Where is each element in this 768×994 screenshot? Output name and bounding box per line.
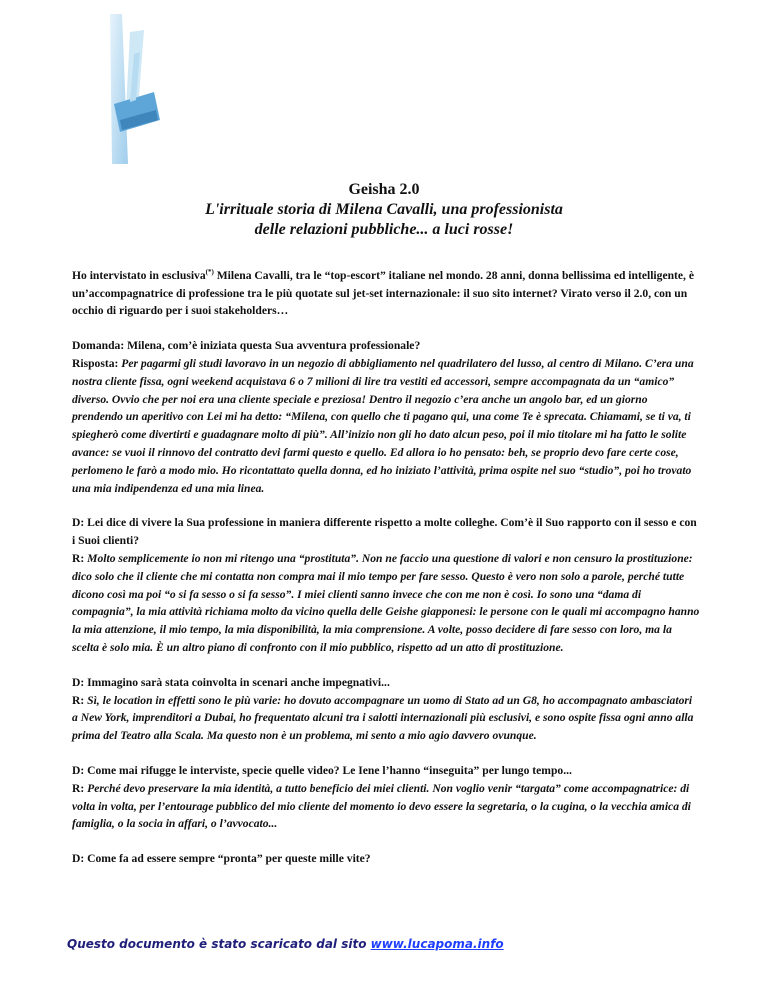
qa-block-4 — [72, 762, 700, 833]
footnote-mark: (*) — [205, 268, 214, 276]
question: Domanda: Milena, com’è iniziata questa Sua avventura professionale? — [72, 339, 421, 353]
question: D: Lei dice di vivere la Sua professione in maniera differente rispetto a molte colleghe. Com’è il Suo rapporto con il sesso e con i Suoi clienti? — [72, 516, 697, 548]
question: D: Immagino sarà stata coinvolta in scenari anche impegnativi... — [72, 675, 390, 689]
footer-note — [67, 937, 504, 951]
answer-label: R: — [72, 781, 88, 795]
answer-label: Risposta: — [72, 357, 122, 371]
last-question: D: Come fa ad essere sempre “pronta” per queste mille vite? — [72, 852, 371, 866]
intro-paragraph — [72, 264, 700, 320]
answer: Sì, le location in effetti sono le più varie: ho dovuto accompagnare un uomo di Stato ad un G8, ho accompagnato ambasciatori a New York, imprenditori a Dubai, ho frequentato alcuni tra i salotti internazionali più esclusivi, e sono ospite fissa ogni anno alla prima del Teatro alla Scala. Ma questo non è un problema, mi sento a mio agio davvero ovunque. — [72, 693, 694, 743]
source-link[interactable]: www.lucapoma.info — [370, 937, 504, 951]
answer-label: R: — [72, 693, 88, 707]
article-subtitle-line1: L'irrituale storia di Milena Cavalli, una professionista — [205, 201, 563, 218]
answer-label: R: — [72, 552, 88, 566]
article-title: Geisha 2.0 — [348, 181, 420, 198]
qa-block-2 — [72, 514, 700, 656]
intro-text: Ho intervistato in esclusiva — [72, 268, 206, 282]
qa-block-1 — [72, 337, 700, 497]
article-body — [72, 264, 700, 885]
qa-block-3 — [72, 674, 700, 745]
answer: Molto semplicemente io non mi ritengo una “prostituta”. Non ne faccio una questione di valori e non censuro la prostituzione: dico solo che il cliente che mi contatta non compra mai il mio tempo per fare sesso. Questo è vero non solo a parole, perché tutte dicono così ma poi “o si fa sesso o si fa sesso”. I miei clienti sanno invece che con me non è così. Io sono una “dama di compagnia”, la mia attività richiama molto da vicino quella delle Geishe giapponesi: le persone con le quali mi accompagno hanno la mia attenzione, il mio tempo, la mia disponibilità, la mia comprensione. A volte, posso decidere di fare sesso con loro, ma la scelta è solo mia. È un altro piano di confronto con il mio pubblico, rispetto ad un atto di prostituzione. — [72, 552, 700, 654]
intro-text-continued: Milena Cavalli, tra le “top-escort” italiane nel mondo. 28 anni, donna bellissima ed intelligente, è un’accompagnatrice di professione tra le più quotate sul jet-set internazionale: il suo sito internet? Virato verso il 2.0, con un occhio di riguardo per i suoi stakeholders… — [72, 268, 694, 318]
answer: Perché devo preservare la mia identità, a tutto beneficio dei miei clienti. Non voglio venir “targata” come accompagnatrice: di volta in volta, per l’entourage pubblico del mio cliente del momento io devo essere la segretaria, o la cugina, o la vecchia amica di famiglia, o la socia in affari, o l’avvocato... — [72, 781, 691, 831]
question: D: Come mai rifugge le interviste, specie quelle video? Le Iene l’hanno “inseguita” per lungo tempo... — [72, 763, 572, 777]
answer: Per pagarmi gli studi lavoravo in un negozio di abbigliamento nel quadrilatero del lusso, al centro di Milano. C’era una nostra cliente fissa, ogni weekend acquistava 6 o 7 milioni di lire tra vestiti ed accessori, sempre accompagnata da un “amico” diverso. Ovvio che per noi era una cliente speciale e preziosa! Dentro il negozio c’era anche un angolo bar, ed un giorno prendendo un aperitivo con Lei mi ha detto: “Milena, con quello che ti pagano qui, una come Te è sprecata. Chiamami, se ti va, ti spiegherò come divertirti e guadagnare molto di più”. All’inizio non gli ho dato alcun peso, poi il mio titolare mi ha fatto le solite avance: se vuoi il rinnovo del contratto devi farmi questo e quello. Ed allora io ho pensato: beh, se proprio devo fare certe cose, perlomeno le farò a modo mio. Ho ricontattato quella donna, ed ho iniziato l’attività, prima ospite nel suo “studio”, poi ho trovato una mia indipendenza ed una mia linea. — [72, 357, 694, 495]
article-subtitle-line2: delle relazioni pubbliche... a luci rosse! — [254, 221, 514, 238]
clothespin-logo — [70, 14, 210, 164]
footer-text: Questo documento è stato scaricato dal sito — [67, 937, 371, 951]
